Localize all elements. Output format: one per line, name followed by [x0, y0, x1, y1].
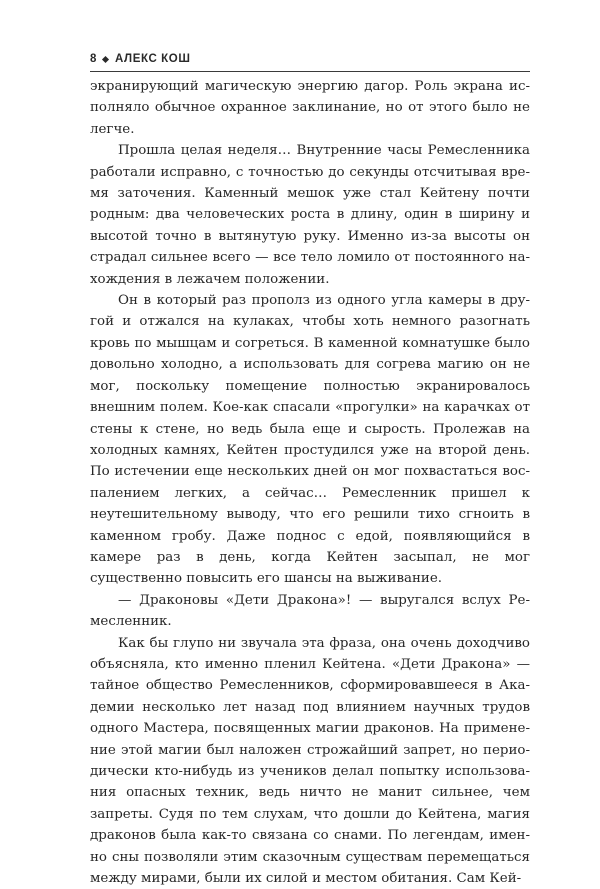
- paragraph: Как бы глупо ни звучала эта фраза, она очень доходчиво объясняла, кто именно пленил Кейтена. «Дети Дракона» — тайное общество Ремесленников, сформировавшееся в Академии несколько лет назад под влиянием научных трудов одного Мастера, посвященных магии драконов. На применение этой магии был наложен строжайший запрет, но периодически кто-нибудь из учеников делал попытку использования опасных техник, ведь ничто не манит сильнее, чем запреты. Судя по тем слухам, что дошли до Кейтена, магия драконов была как-то связана со снами. По легендам, именно сны позволяли этим сказочным существам перемещаться между мирами, были их силой и местом обитания. Сам Кей-: [90, 635, 530, 887]
- paragraph: — Драконовы «Дети Дракона»! — выругался вслух Ремесленник.: [90, 592, 530, 630]
- diamond-separator-icon: [102, 55, 109, 62]
- header-rule: [90, 71, 530, 72]
- running-head: [90, 49, 530, 69]
- author-name: АЛЕКС КОШ: [115, 53, 191, 65]
- paragraph: Он в который раз прополз из одного угла камеры в другой и отжался на кулаках, чтобы хоть немного разогнать кровь по мышцам и согреться. В каменной комнатушке было довольно холодно, а использовать для согрева магию он не мог, поскольку помещение полностью экранировалось внешним полем. Кое-как спасали «прогулки» на карачках от стены к стене, но ведь была еще и сырость. Пролежав на холодных камнях, Кейтен простудился уже на второй день. По истечении еще нескольких дней он мог похвастаться воспалением легких, а сейчас… Ремесленник пришел к неутешительному выводу, что его решили тихо сгноить в каменном гробу. Даже поднос с едой, появляющийся в камере раз в день, когда Кейтен засыпал, не мог существенно повысить его шансы на выживание.: [90, 293, 530, 587]
- paragraph: Прошла целая неделя… Внутренние часы Ремесленника работали исправно, с точностью до секунды отсчитывая время заточения. Каменный мешок уже стал Кейтену почти родным: два человеческих роста в длину, один в ширину и высотой точно в вытянутую руку. Именно из-за высоты он страдал сильнее всего — все тело ломило от постоянного нахождения в лежачем положении.: [90, 143, 530, 287]
- body-text: [90, 76, 530, 889]
- page-number: 8: [90, 53, 97, 65]
- paragraph: экранирующий магическую энергию дагор. Роль экрана исполняло обычное охранное заклинание, но от этого было не легче.: [90, 79, 530, 137]
